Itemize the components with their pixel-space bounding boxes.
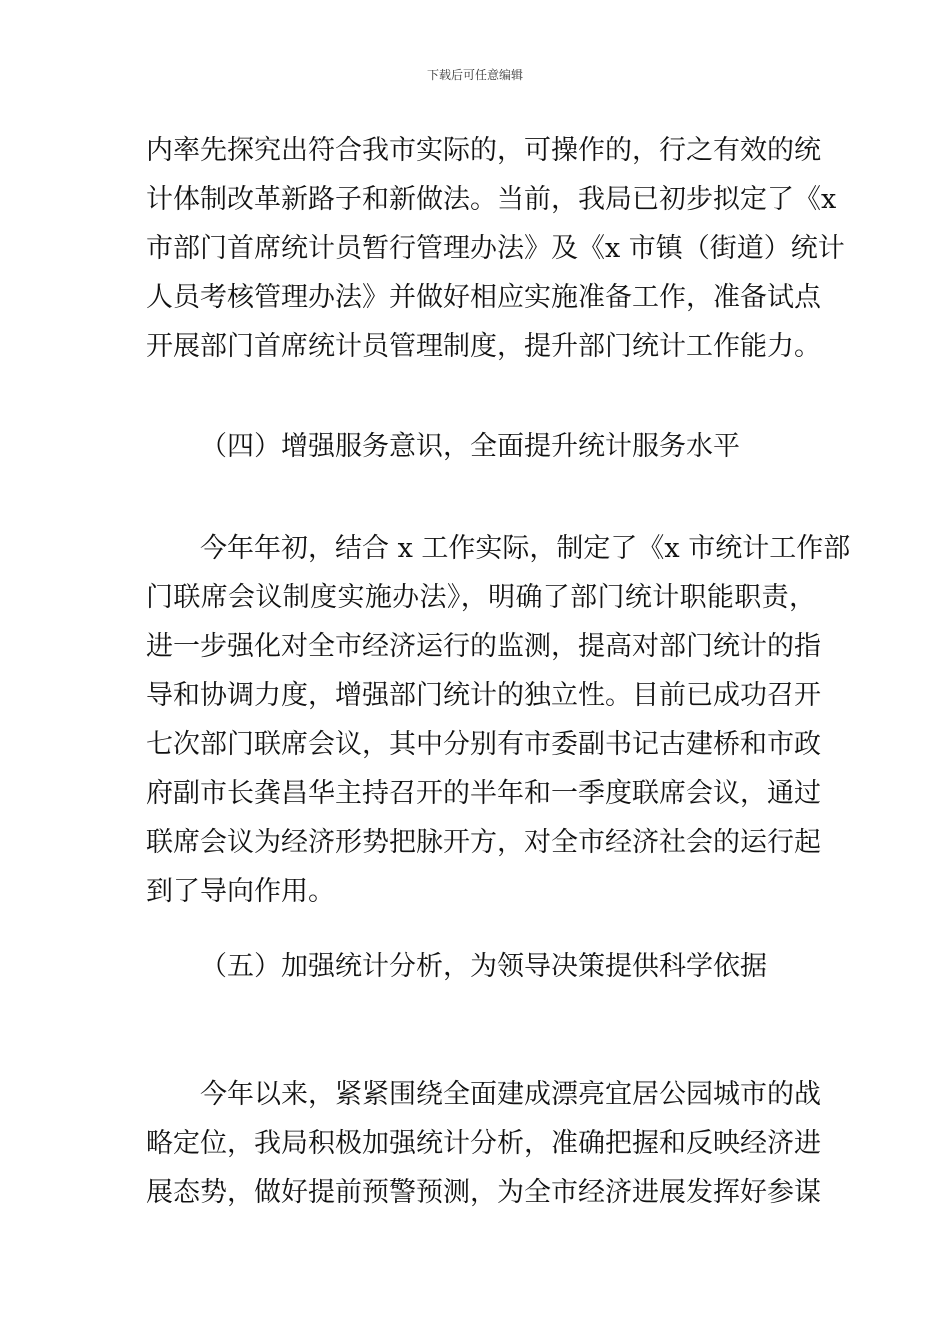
text-line: 计体制改革新路子和新做法。当前，我局已初步拟定了《x — [146, 184, 837, 215]
section-heading-4: （四）增强服务意识，全面提升统计服务水平 — [200, 431, 740, 462]
page-header: 下载后可任意编辑 — [426, 68, 523, 82]
text-line: 导和协调力度，增强部门统计的独立性。目前已成功召开 — [146, 680, 821, 711]
text-line: 开展部门首席统计员管理制度，提升部门统计工作能力。 — [146, 331, 821, 362]
text-line: 人员考核管理办法》并做好相应实施准备工作，准备试点 — [146, 282, 821, 313]
text-line: 市部门首席统计员暂行管理办法》及《x 市镇（街道）统计 — [146, 233, 845, 264]
text-line: 七次部门联席会议，其中分别有市委副书记古建桥和市政 — [146, 729, 821, 760]
text-line: 略定位，我局积极加强统计分析，准确把握和反映经济进 — [146, 1128, 821, 1159]
text-line: 联席会议为经济形势把脉开方，对全市经济社会的运行起 — [146, 827, 821, 858]
text-line: 今年年初，结合 x 工作实际，制定了《x 市统计工作部 — [200, 533, 851, 564]
text-line: 到了导向作用。 — [146, 876, 335, 907]
section-heading-5: （五）加强统计分析，为领导决策提供科学依据 — [200, 951, 767, 982]
text-line: 门联席会议制度实施办法》，明确了部门统计职能职责， — [146, 582, 816, 613]
text-line: 进一步强化对全市经济运行的监测，提高对部门统计的指 — [146, 631, 821, 662]
text-line: 府副市长龚昌华主持召开的半年和一季度联席会议，通过 — [146, 778, 821, 809]
text-line: 今年以来，紧紧围绕全面建成漂亮宜居公园城市的战 — [200, 1079, 821, 1110]
text-line: 内率先探究出符合我市实际的，可操作的，行之有效的统 — [146, 135, 821, 166]
text-line: 展态势，做好提前预警预测，为全市经济进展发挥好参谋 — [146, 1177, 821, 1208]
